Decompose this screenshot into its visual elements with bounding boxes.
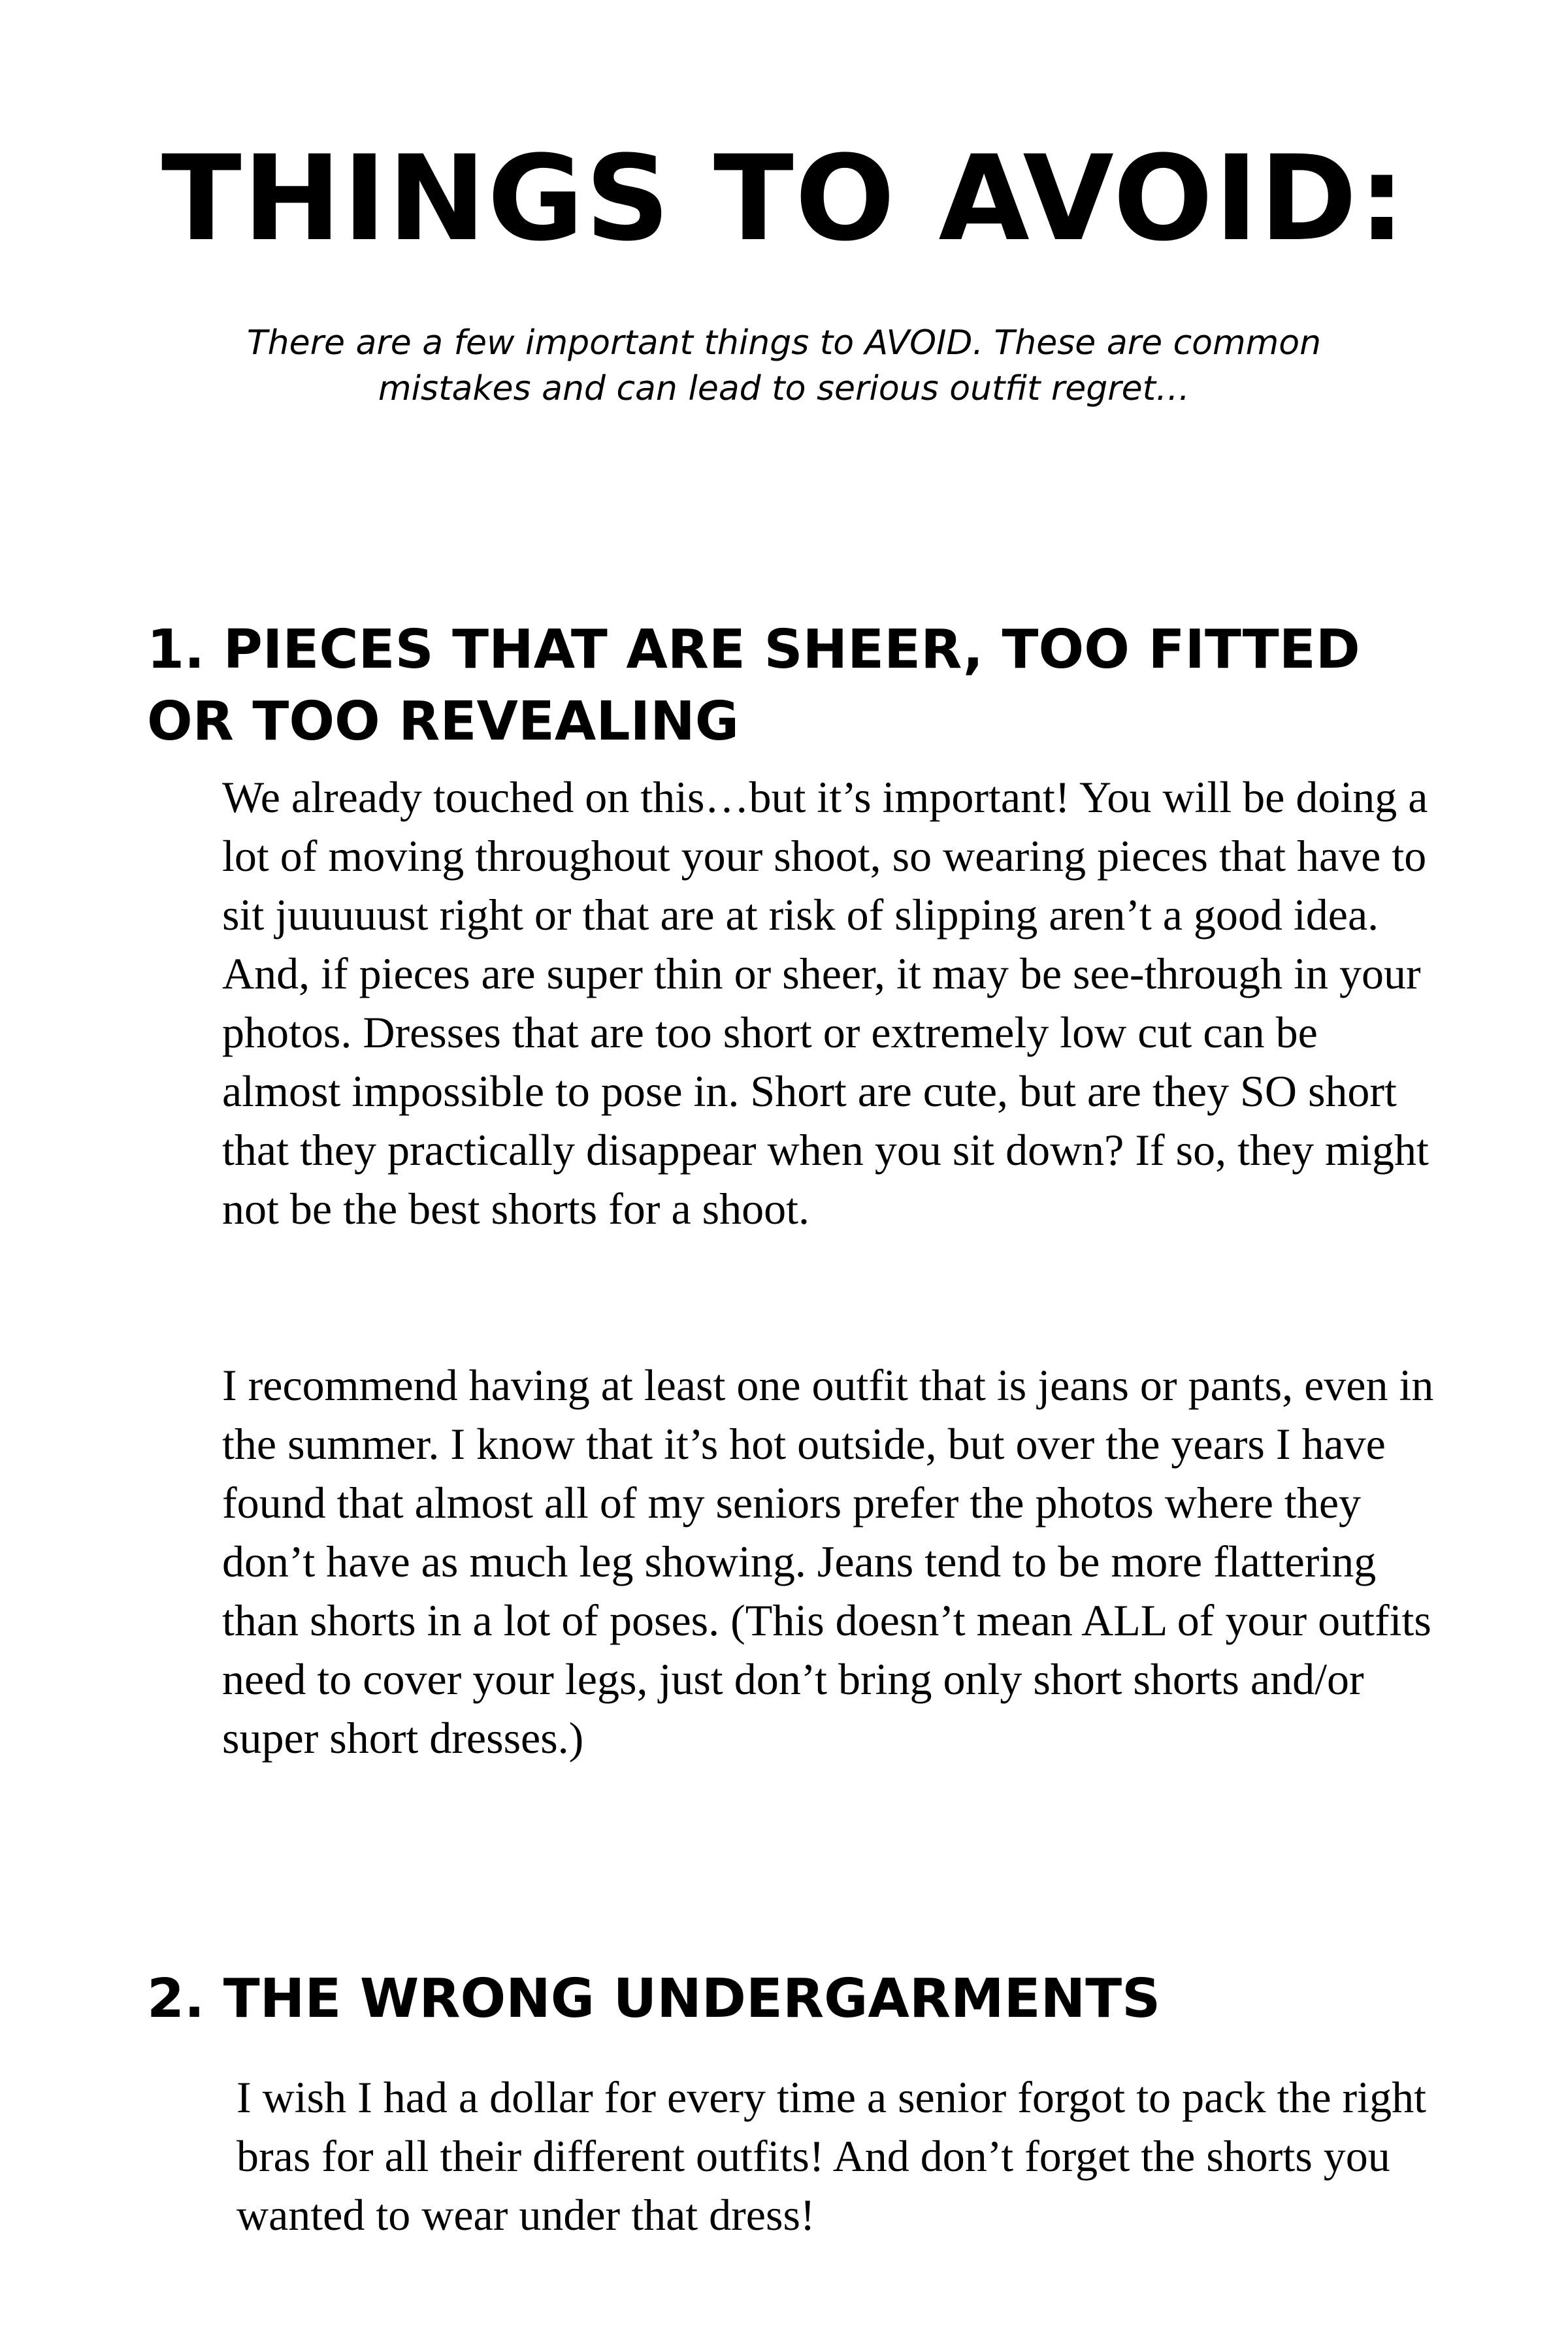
section-1-paragraph-2: I recommend having at least one outfit that is jeans or pants, even in the summer. I know that it’s hot outside, but over the years I have found that almost all of my seniors prefer the photos where they don’t have as much leg showing. Jeans tend to be more flattering than shorts in a lot of poses. (This doesn’t mean ALL of your outfits need to cover your legs, just don’t bring only short shorts and/or super short dresses.) (222, 1360, 1434, 1763)
intro-text: There are a few important things to AVOID. These are common mistakes and can lead to serious outfit regret… (246, 323, 1322, 408)
section-heading-2: 2. THE WRONG UNDERGARMENTS (147, 1968, 1161, 2030)
section-1-paragraph-1: We already touched on this…but it’s important! You will be doing a lot of moving throughout your shoot, so wearing pieces that have to sit juuuuust right or that are at risk of slipping aren’t a good idea. And, if pieces are super thin or sheer, it may be see-through in your photos. Dresses that are too short or extremely low cut can be almost impossible to pose in. Short are cute, but are they SO short that they practically disappear when you sit down? If so, they might not be the best shorts for a shoot. (222, 772, 1429, 1233)
section-2-paragraph-1: I wish I had a dollar for every time a senior forgot to pack the right bras for all their different outfits! And don’t forget the shorts you wanted to wear under that dress! (237, 2072, 1426, 2240)
page-title: THINGS TO AVOID: (161, 131, 1407, 267)
section-heading-1: 1. PIECES THAT ARE SHEER, TOO FITTED OR TOO REVEALING (147, 619, 1360, 753)
